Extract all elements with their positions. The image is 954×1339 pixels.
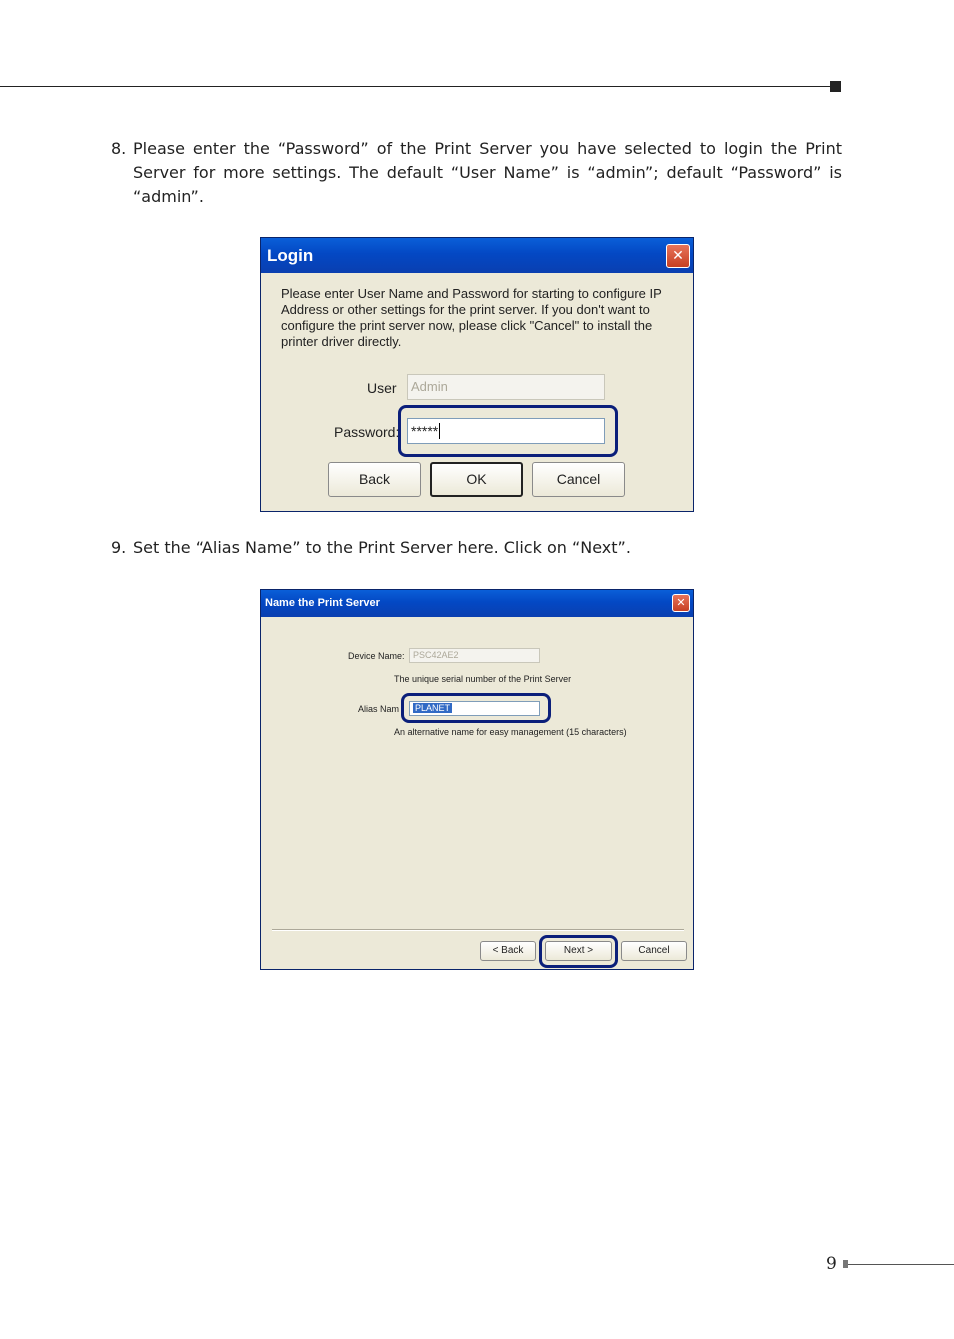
password-value: ***** bbox=[411, 423, 439, 439]
back-button[interactable]: < Back bbox=[480, 941, 536, 961]
password-highlight bbox=[398, 405, 618, 457]
page-number: 9 bbox=[826, 1254, 837, 1274]
name-dialog-titlebar bbox=[261, 590, 693, 617]
back-button[interactable]: Back bbox=[328, 462, 421, 497]
alias-name-highlight bbox=[401, 693, 551, 723]
cancel-button[interactable]: Cancel bbox=[621, 941, 687, 961]
login-titlebar bbox=[261, 238, 693, 273]
next-button-highlight bbox=[539, 935, 618, 968]
step-text: Set the “Alias Name” to the Print Server here. Click on “Next”. bbox=[133, 538, 631, 557]
login-message: Please enter User Name and Password for starting to configure IP Address or other settings for the print server. If you don't want to configure the print server now, please click "Cancel" to install the printer driver directly. bbox=[281, 286, 662, 349]
next-button[interactable]: Next > bbox=[545, 941, 612, 961]
name-dialog-title: Name the Print Server bbox=[265, 597, 380, 609]
cancel-button[interactable]: Cancel bbox=[532, 462, 625, 497]
ok-button[interactable]: OK bbox=[430, 462, 523, 497]
user-field[interactable]: Admin bbox=[407, 374, 605, 400]
name-print-server-dialog bbox=[260, 589, 694, 970]
button-separator bbox=[272, 929, 684, 931]
step-number: 8. bbox=[111, 139, 127, 158]
top-rule-square bbox=[830, 81, 841, 92]
alias-name-hint: An alternative name for easy management (15 characters) bbox=[394, 727, 627, 737]
user-label: User bbox=[367, 380, 397, 396]
device-name-field[interactable]: PSC42AE2 bbox=[409, 648, 540, 663]
page-number-rule bbox=[848, 1264, 954, 1265]
login-title: Login bbox=[267, 246, 314, 265]
close-icon[interactable]: ✕ bbox=[672, 594, 690, 612]
alias-name-label: Alias Nam bbox=[358, 704, 400, 714]
device-name-label: Device Name: bbox=[348, 651, 405, 661]
step-9 bbox=[111, 536, 842, 560]
password-label: Password: bbox=[334, 424, 400, 440]
device-name-hint: The unique serial number of the Print Server bbox=[394, 674, 572, 684]
step-number: 9. bbox=[111, 538, 127, 557]
close-icon[interactable]: ✕ bbox=[666, 244, 690, 268]
step-text: Please enter the “Password” of the Print Server you have selected to login the Print Server for more settings. The default “User Name” is “admin”; default “Password” is “admin”. bbox=[133, 139, 842, 206]
alias-name-value: PLANET bbox=[415, 703, 451, 713]
top-rule bbox=[0, 86, 834, 87]
login-dialog bbox=[260, 237, 694, 512]
step-8 bbox=[111, 137, 842, 209]
